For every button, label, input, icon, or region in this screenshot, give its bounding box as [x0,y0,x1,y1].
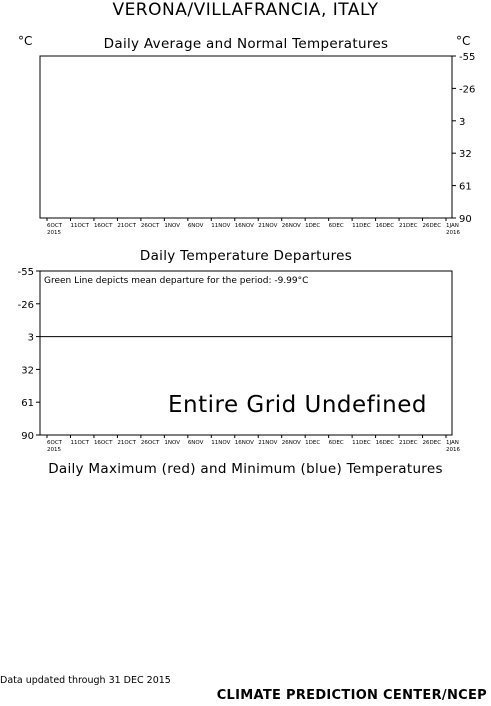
p1-ytick-label: 32 [459,149,472,161]
p1-ytick-label: -55 [459,52,476,63]
p2-xtick-label: 26OCT [140,440,160,446]
p1-xtick-label: 11OCT [70,223,90,229]
p1-xtick-label: 11NOV [211,223,231,229]
p1-xtick-label: 16DEC [375,223,395,229]
footer-credit: CLIMATE PREDICTION CENTER/NCEP [216,688,487,703]
p1-xtick-label: 1DEC [305,223,321,229]
p1-xtick-year: 2015 [47,230,61,236]
p2-xtick-label: 11NOV [211,440,231,446]
p2-xtick-label: 21OCT [117,440,136,446]
p2-ytick-label: 32 [21,365,34,377]
p1-xtick-label: 16NOV [234,223,254,229]
p1-xtick-year: 2016 [446,230,460,236]
p2-xtick-label: 1NOV [164,440,180,446]
p2-xtick-label: 26DEC [422,440,442,446]
p2-xtick-label: 16DEC [375,440,395,446]
p2-xtick-label: 26NOV [281,440,301,446]
p2-xtick-label: 16NOV [234,440,254,446]
panel1-title: Daily Average and Normal Temperatures [103,36,389,52]
p2-xtick-label: 21DEC [399,440,418,446]
p1-ytick-label: -26 [459,84,476,96]
p2-xtick-label: 11DEC [352,440,371,446]
p2-xtick-label: 21NOV [258,440,278,446]
p2-ytick-label: 90 [21,431,34,442]
p2-xtick-label: 6OCT [47,440,63,446]
p1-xtick-label: 1NOV [164,223,180,229]
p2-xtick-label: 1JAN [446,440,459,446]
p2-xtick-label: 6DEC [328,440,344,446]
panel3-title: Daily Maximum (red) and Minimum (blue) Temperatures [48,461,443,477]
p2-ytick-label: 3 [27,332,34,344]
p2-xtick-label: 16OCT [93,440,113,446]
p2-xtick-label: 11OCT [70,440,90,446]
p1-ytick-label: 90 [459,214,472,225]
p2-ytick-label: -26 [17,299,34,311]
panel2-title: Daily Temperature Departures [139,248,353,264]
p1-xtick-label: 26DEC [422,223,442,229]
p2-ytick-label: -55 [17,267,34,278]
undefined-message: Entire Grid Undefined [168,392,427,418]
p1-xtick-label: 26NOV [281,223,301,229]
unit-label-right: °C [456,34,471,48]
p1-xtick-label: 21NOV [258,223,278,229]
p1-frame [40,56,452,218]
p1-ytick-label: 3 [459,116,466,128]
p1-xtick-label: 11DEC [352,223,371,229]
p1-xtick-label: 26OCT [140,223,160,229]
footer-update-note: Data updated through 31 DEC 2015 [0,675,171,686]
p2-xtick-label: 6NOV [187,440,204,446]
p2-xtick-year: 2016 [446,447,460,453]
p1-xtick-label: 6NOV [187,223,204,229]
departure-note: Green Line depicts mean departure for the period: -9.99°C [44,276,309,286]
p1-xtick-label: 6OCT [47,223,63,229]
page-title: VERONA/VILLAFRANCIA, ITALY [112,0,379,20]
p1-xtick-label: 21DEC [399,223,418,229]
p2-frame [40,271,452,435]
p2-xtick-label: 1DEC [305,440,321,446]
p1-xtick-label: 16OCT [93,223,113,229]
p1-xtick-label: 6DEC [328,223,344,229]
p1-xtick-label: 1JAN [446,223,459,229]
unit-label-left: °C [18,34,33,48]
p1-xtick-label: 21OCT [117,223,136,229]
p1-ytick-label: 61 [459,181,472,193]
p2-ytick-label: 61 [21,398,34,410]
p2-xtick-year: 2015 [47,447,61,453]
